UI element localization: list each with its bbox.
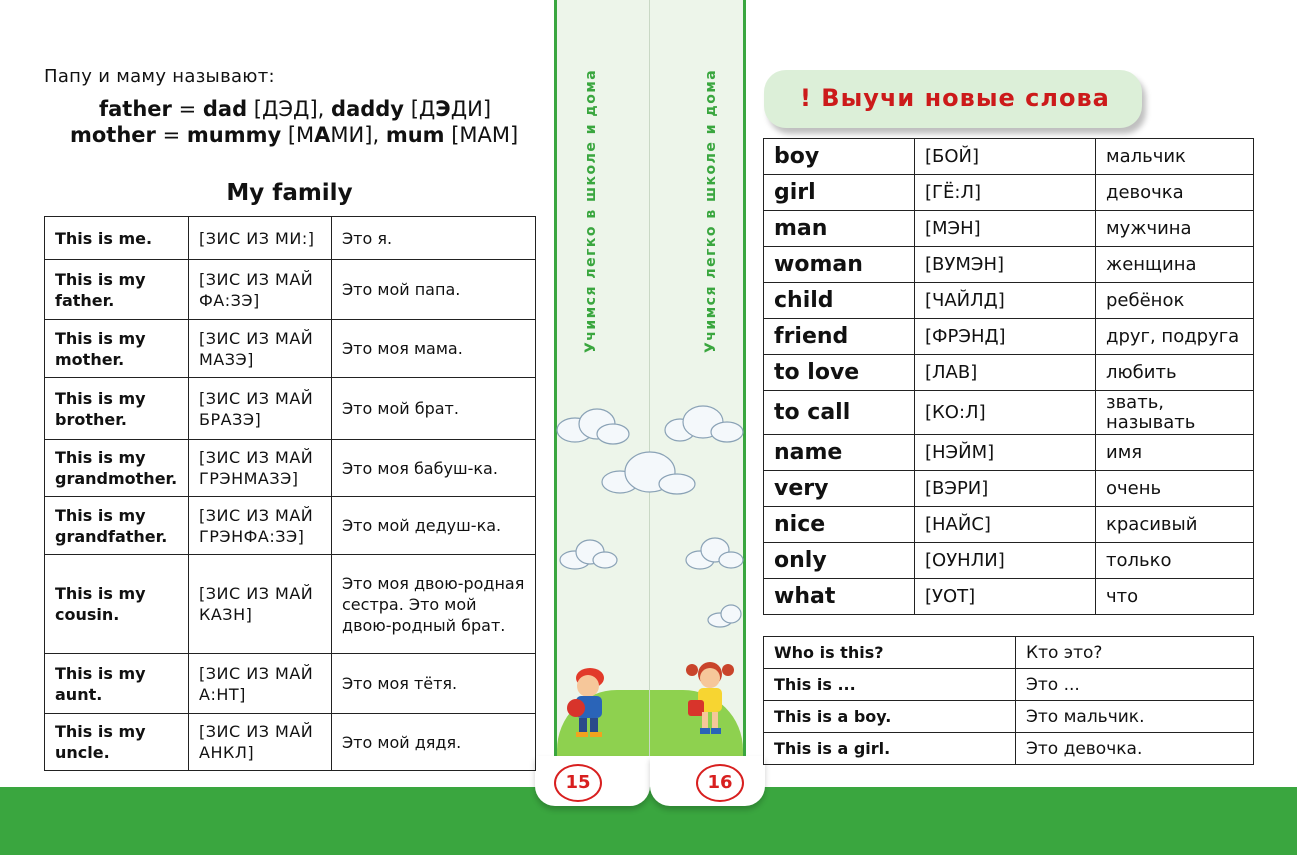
- table-row: [764, 637, 1254, 669]
- family-transcription: [ЗИС ИЗ МАЙ А:НТ]: [189, 654, 332, 714]
- family-transcription: [ЗИС ИЗ МАЙ ГРЭНМАЗЭ]: [189, 440, 332, 497]
- phrase-english: This is a girl.: [764, 733, 1016, 765]
- vocab-transcription: [НЭЙМ]: [915, 435, 1096, 471]
- vocab-transcription: [ФРЭНД]: [915, 319, 1096, 355]
- table-row: [764, 579, 1254, 615]
- family-transcription: [ЗИС ИЗ МАЙ ФА:ЗЭ]: [189, 260, 332, 320]
- phrase-english: This is a boy.: [764, 701, 1016, 733]
- table-row: [764, 507, 1254, 543]
- vocab-transcription: [ОУНЛИ]: [915, 543, 1096, 579]
- page-number-left: 15: [554, 764, 602, 802]
- family-en: This is my aunt.: [45, 654, 189, 714]
- table-row: [764, 435, 1254, 471]
- spine-text-left: Учимся легко в школе и дома: [583, 68, 599, 353]
- family-en: This is me.: [45, 217, 189, 260]
- family-en: This is my uncle.: [45, 714, 189, 771]
- family-transcription: [ЗИС ИЗ МИ:]: [189, 217, 332, 260]
- phrase-russian: Это ...: [1016, 669, 1254, 701]
- table-row: [764, 211, 1254, 247]
- family-en: This is my mother.: [45, 320, 189, 378]
- vocab-transcription: [МЭН]: [915, 211, 1096, 247]
- vocab-transcription: [ВЭРИ]: [915, 471, 1096, 507]
- spine-left: [555, 0, 650, 760]
- vocab-transcription: [БОЙ]: [915, 139, 1096, 175]
- vocab-word: very: [764, 471, 915, 507]
- formula-mother: mother = mummy [МАМИ], mum [МАМ]: [70, 123, 519, 147]
- table-row: [45, 440, 536, 497]
- bottom-band: [0, 787, 1297, 855]
- table-row: [45, 320, 536, 378]
- book-fold: [649, 0, 650, 787]
- phrase-russian: Кто это?: [1016, 637, 1254, 669]
- family-ru: Это я.: [332, 217, 536, 260]
- family-transcription: [ЗИС ИЗ МАЙ БРАЗЭ]: [189, 378, 332, 440]
- vocab-translation: любить: [1096, 355, 1254, 391]
- table-row: [45, 714, 536, 771]
- family-transcription: [ЗИС ИЗ МАЙ КАЗН]: [189, 555, 332, 654]
- family-ru: Это мой папа.: [332, 260, 536, 320]
- table-row: [764, 283, 1254, 319]
- vocab-translation: ребёнок: [1096, 283, 1254, 319]
- spine-border-left: [554, 0, 557, 760]
- family-transcription: [ЗИС ИЗ МАЙ ГРЭНФА:ЗЭ]: [189, 497, 332, 555]
- family-ru: Это мой брат.: [332, 378, 536, 440]
- family-title: My family: [226, 180, 353, 206]
- family-ru: Это моя двою-родная сестра. Это мой двою-родный брат.: [332, 555, 536, 654]
- formula-father: father = dad [ДЭД], daddy [ДЭДИ]: [99, 97, 492, 121]
- vocab-translation: что: [1096, 579, 1254, 615]
- family-ru: Это моя бабуш-ка.: [332, 440, 536, 497]
- intro-text: Папу и маму называют:: [44, 66, 275, 87]
- table-row: [45, 260, 536, 320]
- boy-character-icon: [562, 664, 614, 740]
- phrase-table: [763, 636, 1254, 765]
- cloud-icon: [557, 409, 629, 444]
- vocab-translation: только: [1096, 543, 1254, 579]
- table-row: [764, 175, 1254, 211]
- vocab-word: to love: [764, 355, 915, 391]
- cloud-icon: [708, 605, 741, 627]
- family-transcription: [ЗИС ИЗ МАЙ АНКЛ]: [189, 714, 332, 771]
- spine-border-right: [743, 0, 746, 760]
- vocab-translation: девочка: [1096, 175, 1254, 211]
- girl-character-icon: [684, 656, 736, 740]
- vocab-transcription: [УОТ]: [915, 579, 1096, 615]
- table-row: [764, 319, 1254, 355]
- learn-words-banner: [764, 70, 1142, 128]
- vocab-word: woman: [764, 247, 915, 283]
- vocab-transcription: [НАЙС]: [915, 507, 1096, 543]
- family-en: This is my father.: [45, 260, 189, 320]
- vocab-translation: имя: [1096, 435, 1254, 471]
- spine-text-right: Учимся легко в школе и дома: [703, 68, 719, 353]
- family-ru: Это моя тётя.: [332, 654, 536, 714]
- vocab-word: boy: [764, 139, 915, 175]
- cloud-icon: [560, 540, 617, 569]
- family-ru: Это мой дядя.: [332, 714, 536, 771]
- table-row: [764, 139, 1254, 175]
- family-en: This is my cousin.: [45, 555, 189, 654]
- vocab-translation: друг, подруга: [1096, 319, 1254, 355]
- vocab-transcription: [ВУМЭН]: [915, 247, 1096, 283]
- phrase-english: Who is this?: [764, 637, 1016, 669]
- vocab-translation: мальчик: [1096, 139, 1254, 175]
- phrase-russian: Это девочка.: [1016, 733, 1254, 765]
- table-row: [45, 555, 536, 654]
- vocab-table: [763, 138, 1254, 615]
- family-ru: Это моя мама.: [332, 320, 536, 378]
- table-row: [45, 497, 536, 555]
- vocab-word: nice: [764, 507, 915, 543]
- vocab-translation: красивый: [1096, 507, 1254, 543]
- vocab-translation: звать, называть: [1096, 391, 1254, 435]
- table-row: [764, 355, 1254, 391]
- vocab-word: what: [764, 579, 915, 615]
- table-row: [764, 471, 1254, 507]
- table-row: [764, 733, 1254, 765]
- vocab-translation: мужчина: [1096, 211, 1254, 247]
- vocab-translation: женщина: [1096, 247, 1254, 283]
- vocab-word: name: [764, 435, 915, 471]
- clouds-illustration: [555, 400, 745, 640]
- table-row: [764, 247, 1254, 283]
- cloud-icon: [665, 406, 743, 442]
- family-table: [44, 216, 536, 771]
- table-row: [764, 701, 1254, 733]
- vocab-transcription: [КО:Л]: [915, 391, 1096, 435]
- vocab-transcription: [ЧАЙЛД]: [915, 283, 1096, 319]
- vocab-translation: очень: [1096, 471, 1254, 507]
- cloud-icon: [686, 538, 743, 569]
- vocab-word: child: [764, 283, 915, 319]
- family-en: This is my grandfather.: [45, 497, 189, 555]
- family-transcription: [ЗИС ИЗ МАЙ МАЗЭ]: [189, 320, 332, 378]
- vocab-word: girl: [764, 175, 915, 211]
- table-row: [45, 378, 536, 440]
- vocab-word: man: [764, 211, 915, 247]
- vocab-transcription: [ЛАВ]: [915, 355, 1096, 391]
- table-row: [764, 669, 1254, 701]
- vocab-word: only: [764, 543, 915, 579]
- table-row: [764, 391, 1254, 435]
- vocab-word: to call: [764, 391, 915, 435]
- banner-title: ! Выучи новые слова: [800, 84, 1110, 112]
- family-ru: Это мой дедуш-ка.: [332, 497, 536, 555]
- vocab-word: friend: [764, 319, 915, 355]
- page-number-right: 16: [696, 764, 744, 802]
- vocab-transcription: [ГЁ:Л]: [915, 175, 1096, 211]
- phrase-english: This is ...: [764, 669, 1016, 701]
- table-row: [764, 543, 1254, 579]
- cloud-icon: [602, 452, 695, 494]
- table-row: [45, 654, 536, 714]
- spine-right: [650, 0, 745, 760]
- phrase-russian: Это мальчик.: [1016, 701, 1254, 733]
- family-en: This is my grandmother.: [45, 440, 189, 497]
- table-row: [45, 217, 536, 260]
- family-en: This is my brother.: [45, 378, 189, 440]
